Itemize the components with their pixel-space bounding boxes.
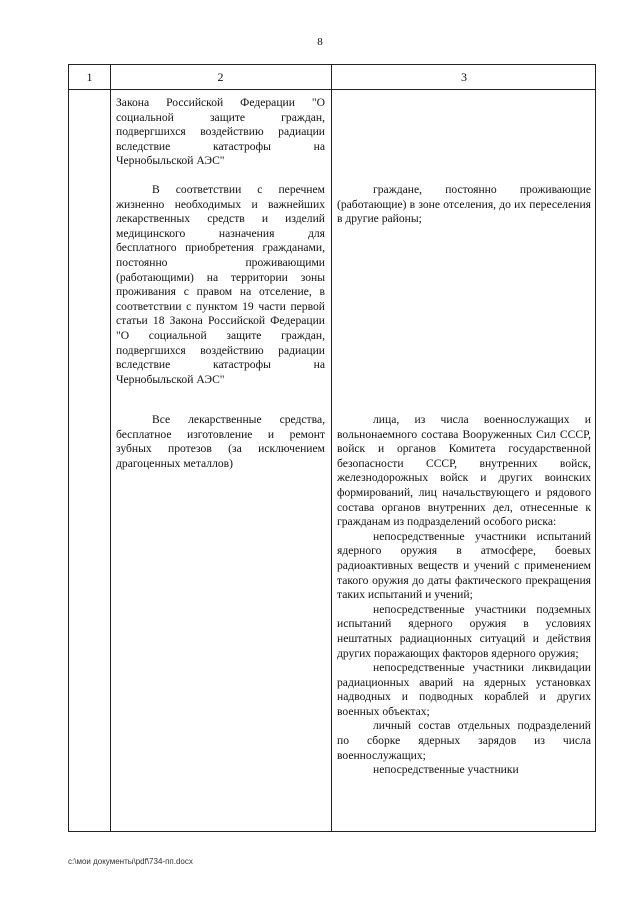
col3-special-risk-groups [337, 413, 591, 778]
col3-paragraph: непосредственные участники испытаний ядерного оружия в атмосфере, боевых радиоактивных веществ и учений с применением такого оружия до даты фактического прекращения таких испытаний и учений; [337, 529, 591, 602]
col2-all-medicines-dental [116, 413, 325, 471]
col2-law-reference-continued [116, 96, 325, 169]
header-divider [69, 89, 595, 90]
col3-paragraph: непосредственные участники подземных испытаний ядерного оружия в условиях нештатных радиационных ситуаций и действия других поражающих факторов ядерного оружия; [337, 602, 591, 660]
column-divider-1 [110, 65, 111, 831]
column-header-2: 2 [217, 70, 224, 84]
col3-paragraph: непосредственные участники ликвидации радиационных аварий на ядерных установках надводных и подводных кораблей и других военных объектах; [337, 661, 591, 718]
file-path-footer: c:\мои документы\pdf\734-пп.docx [68, 857, 193, 866]
col2-medicines-list-basis [116, 183, 325, 387]
column-header-3: 3 [461, 70, 467, 84]
col3-paragraph: лица, из числа военнослужащих и вольнонаемного состава Вооруженных Сил СССР, войск и органов Комитета государственной безопасности СССР, внутренних войск, железнодорожных войск и других воинских формирований, лиц начальствующего и рядового состава органов внутренних дел, отнесенные к гражданам из подразделений особого риска: [337, 413, 591, 529]
col3-paragraph: граждане, постоянно проживающие (работающие) в зоне отселения, до их переселения в другие районы; [337, 183, 591, 226]
column-divider-2 [331, 65, 332, 831]
col2-paragraph: Все лекарственные средства, бесплатное изготовление и ремонт зубных протезов (за исключением драгоценных металлов) [116, 413, 325, 470]
col2-paragraph: В соответствии с перечнем жизненно необходимых и важнейших лекарственных средств и изделий медицинского назначения для бесплатного приобретения гражданами, постоянно проживающими (работающими) на территории зоны проживания с правом на отселение, в соответствии с пунктом 19 части первой статьи 18 Закона Российской Федерации "О социальной защите граждан, подвергшихся воздействию радиации вследствие катастрофы на Чернобыльской АЭС" [116, 183, 325, 386]
benefits-table [68, 64, 596, 832]
col3-paragraph: непосредственные участники [373, 763, 519, 777]
col2-paragraph: Закона Российской Федерации "О социальной защите граждан, подвергшихся воздействию радиации вследствие катастрофы на Чернобыльской АЭС" [116, 96, 325, 168]
col3-paragraph: личный состав отдельных подразделений по сборке ядерных зарядов из числа военнослужащих; [337, 719, 591, 762]
col3-resettlement-zone-residents [337, 183, 591, 227]
column-header-1: 1 [86, 70, 93, 84]
page-number: 8 [317, 36, 323, 48]
